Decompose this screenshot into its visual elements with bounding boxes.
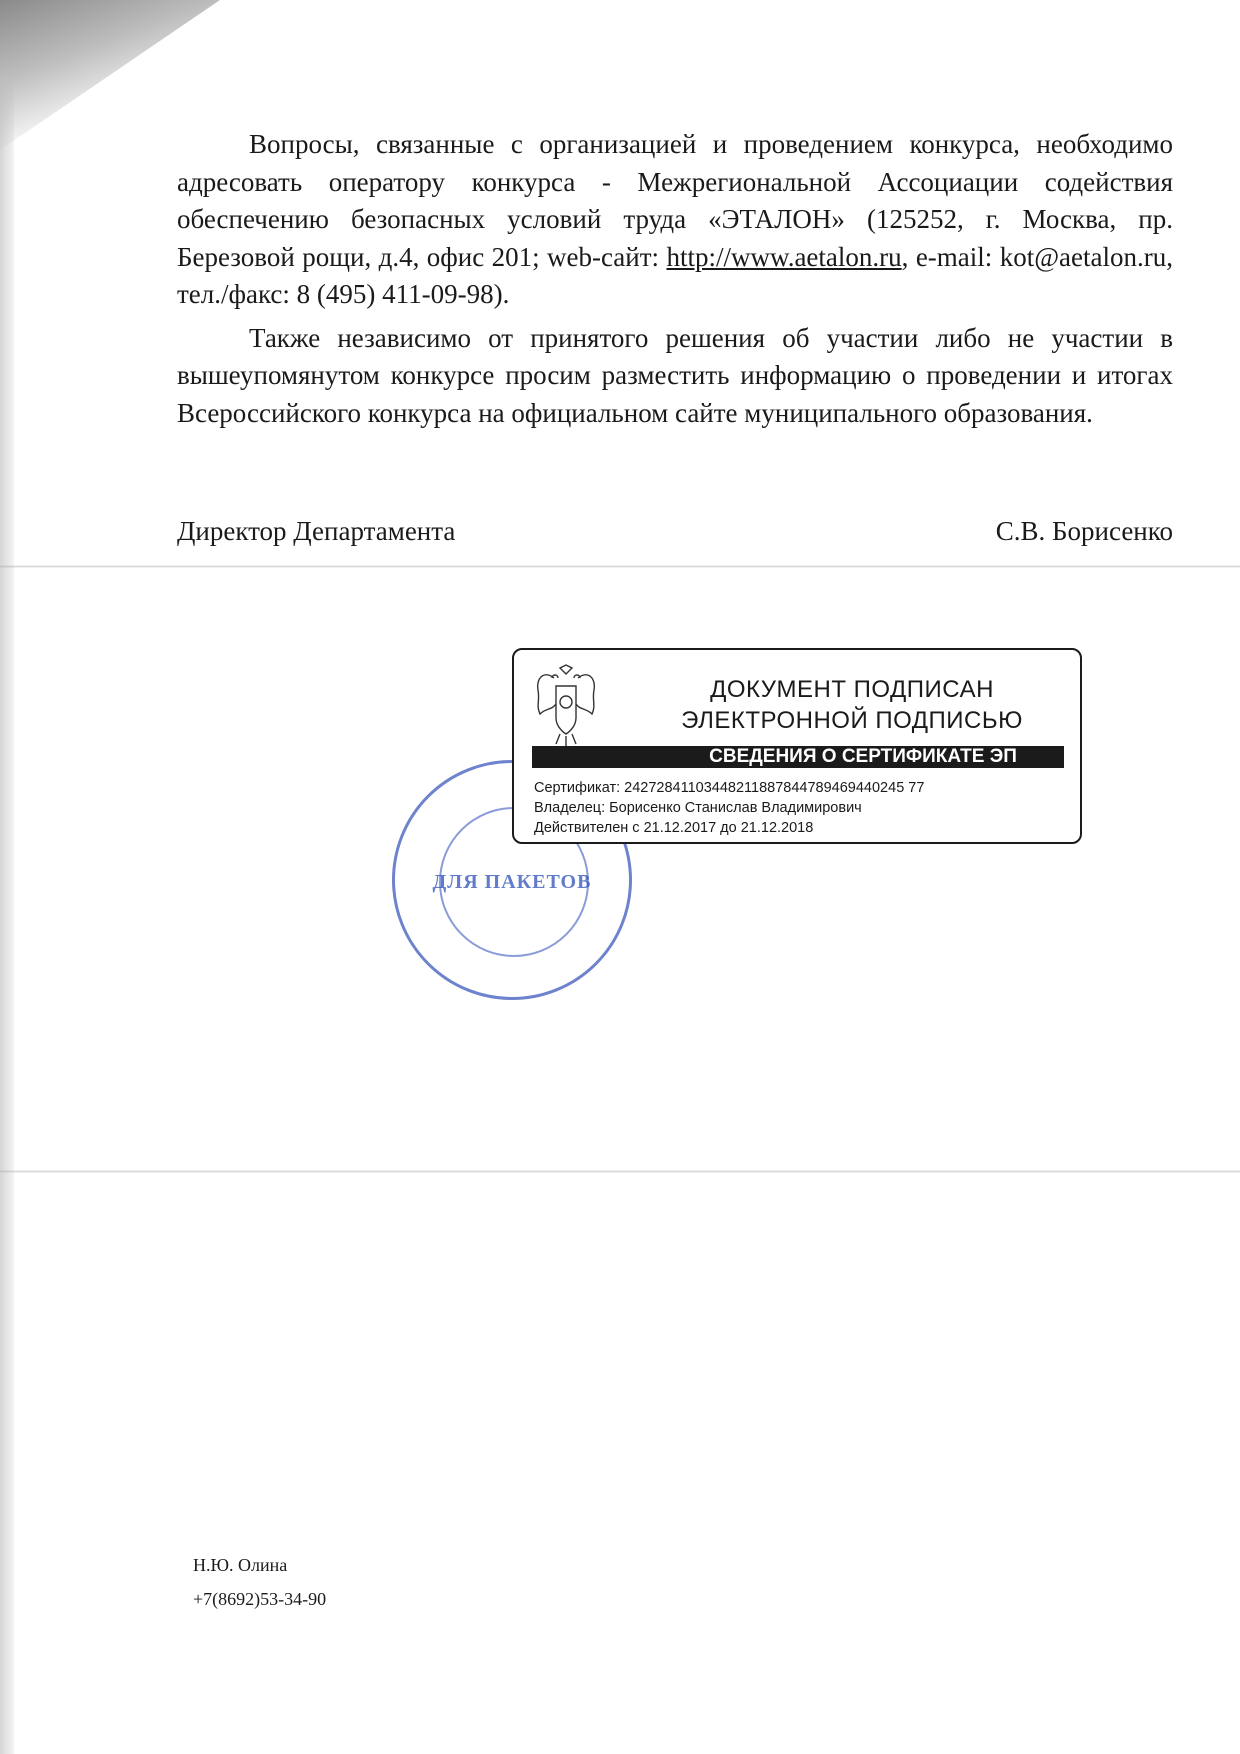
ep-title [634, 674, 1070, 736]
ep-section-bar [532, 746, 1064, 768]
signatory-name: С.В. Борисенко [995, 516, 1173, 546]
executor-name: Н.Ю. Олина [193, 1555, 288, 1575]
certificate-validity: Действителен с 21.12.2017 до 21.12.2018 [534, 820, 814, 836]
ep-certificate-details [534, 778, 924, 838]
letter-body [177, 126, 1173, 438]
paragraph-contacts [177, 126, 1173, 314]
signatory-position: Директор Департамента [177, 516, 456, 546]
certificate-owner: Владелец: Борисенко Станислав Владимирович [534, 800, 862, 816]
ep-title-line: ЭЛЕКТРОННОЙ ПОДПИСЬЮ [681, 707, 1023, 734]
seal-center-text: ДЛЯ ПАКЕТОВ [432, 871, 592, 893]
coat-of-arms-icon [530, 664, 602, 748]
ep-title-line: ДОКУМЕНТ ПОДПИСАН [710, 676, 994, 703]
page-edge [0, 0, 14, 1754]
electronic-signature-stamp [512, 648, 1082, 844]
paragraph-text: , e-mail: kot@aetalon.ru, тел./факс: 8 (495) 411-09-98). [177, 241, 1173, 309]
ep-section-label: СВЕДЕНИЯ О СЕРТИФИКАТЕ ЭП [709, 746, 1017, 767]
fold-line [0, 1170, 1240, 1173]
certificate-number: Сертификат: 24272841103448211887844789469440245 77 [534, 780, 925, 796]
executor-phone: +7(8692)53-34-90 [193, 1589, 327, 1609]
paragraph-text: Вопросы, связанные с организацией и проведением конкурса, необходимо адресовать оператору конкурса - Межрегиональной Ассоциации содействия обеспечению безопасных условий труда «ЭТАЛОН» (125252, г. Москва, пр. Березовой рощи, д.4, офис 201; web-сайт: [177, 129, 1173, 272]
paragraph-request: Также независимо от принятого решения об участии либо не участии в вышеупомянутом конкурсе просим разместить информацию о проведении и итогах Всероссийского конкурса на официальном сайте муниципального образования. [177, 322, 1173, 428]
signature-row [177, 516, 1173, 547]
executor-contact [193, 1548, 326, 1616]
fold-line [0, 565, 1240, 568]
website-link[interactable]: http://www.aetalon.ru [666, 241, 902, 272]
